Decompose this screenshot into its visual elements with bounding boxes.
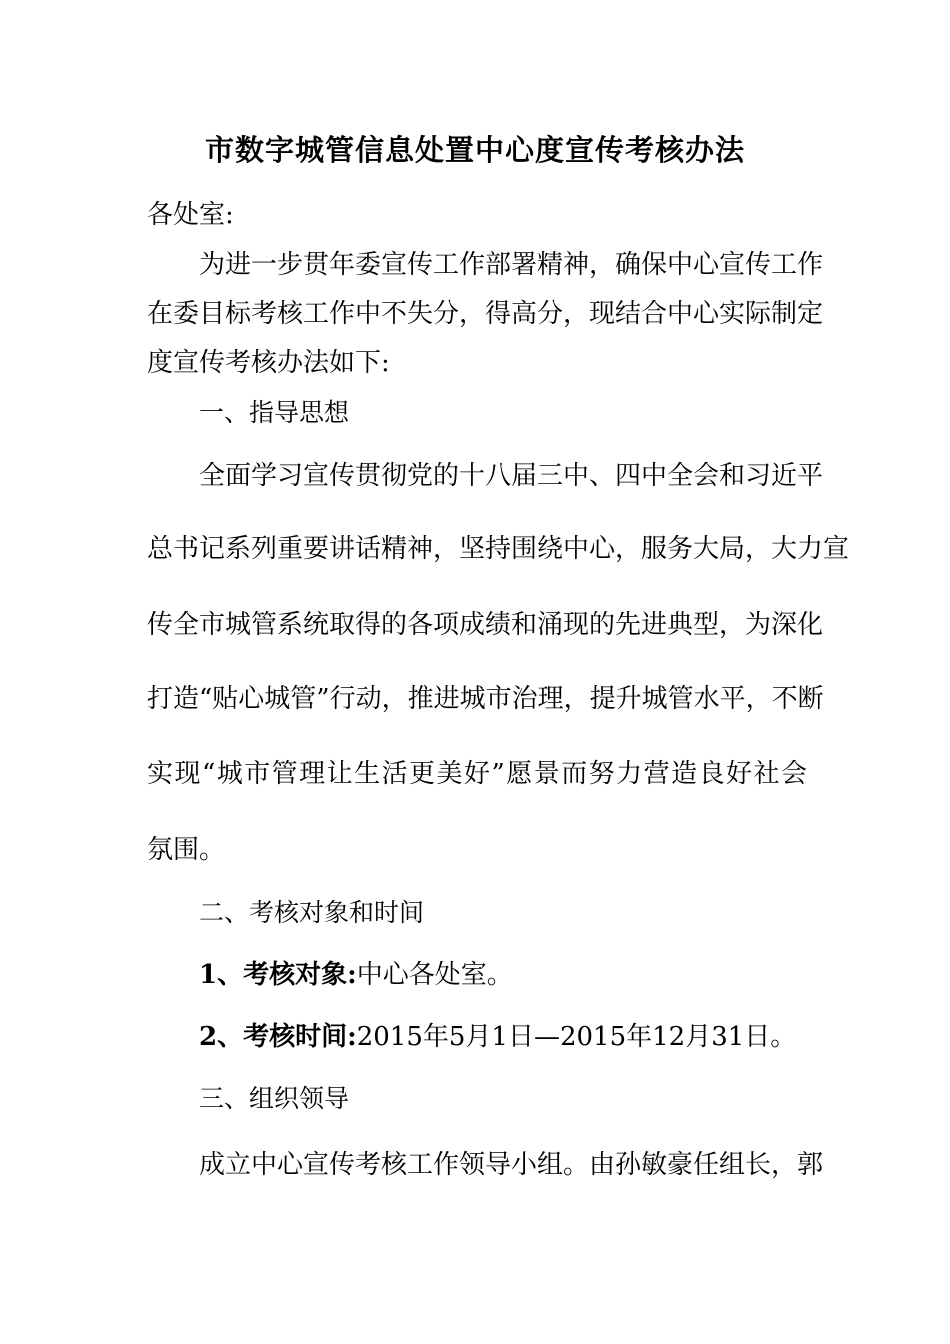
assessment-target-item (199, 958, 807, 992)
section-heading-guiding-ideology: 一、指导思想 (199, 398, 350, 427)
document-title: 市数字城管信息处置中心度宣传考核办法 (204, 133, 745, 167)
section1-line-4: 打造“贴心城管”行动，推进城市治理，提升城管水平，不断 (147, 684, 824, 714)
section1-line-2: 总书记系列重要讲话精神，坚持围绕中心，服务大局，大力宣 (147, 534, 850, 564)
section3-line-1: 成立中心宣传考核工作领导小组。由孙敏豪任组长，郭 (199, 1150, 824, 1180)
section1-line-6: 氛围。 (147, 835, 226, 865)
assessment-period-label: 2、考核时间: (199, 1022, 357, 1052)
assessment-period-item (199, 1020, 807, 1054)
assessment-period-value: 2015年5月1日—2015年12月31日。 (356, 1022, 797, 1052)
section-heading-leadership: 三、组织领导 (199, 1084, 350, 1113)
assessment-target-label: 1、考核对象: (199, 960, 357, 990)
section1-line-5: 实现“城市管理让生活更美好”愿景而努力营造良好社会 (147, 759, 807, 789)
section1-line-3: 传全市城管系统取得的各项成绩和涌现的先进典型，为深化 (147, 610, 824, 640)
section-heading-assessment: 二、考核对象和时间 (199, 898, 425, 927)
section1-line-1: 全面学习宣传贯彻党的十八届三中、四中全会和习近平 (199, 461, 824, 491)
intro-line-2: 在委目标考核工作中不失分，得高分，现结合中心实际制定 (147, 299, 824, 329)
intro-line-1: 为进一步贯年委宣传工作部署精神，确保中心宣传工作 (199, 250, 824, 280)
assessment-target-value: 中心各处室。 (356, 960, 513, 990)
intro-line-3: 度宣传考核办法如下: (147, 348, 390, 378)
salutation: 各处室: (147, 200, 234, 230)
